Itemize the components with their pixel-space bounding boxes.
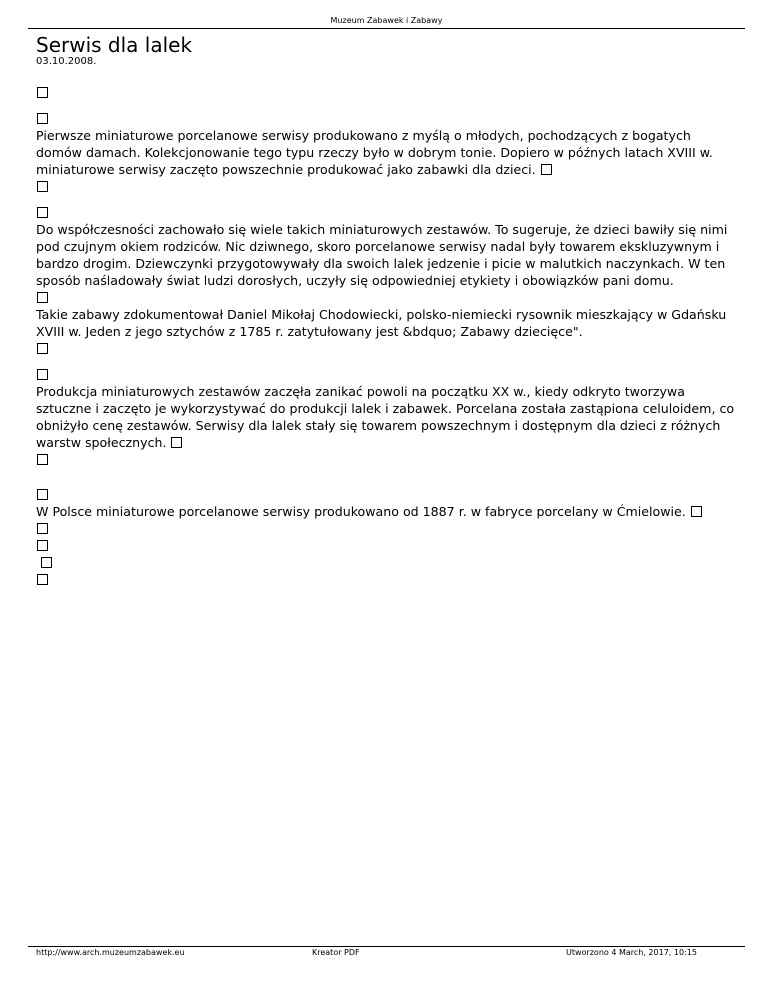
missing-glyph-icon	[37, 369, 48, 380]
article-date: 03.10.2008.	[36, 56, 97, 67]
footer-generator: Kreator PDF	[312, 948, 360, 957]
missing-glyph-icon	[37, 574, 48, 585]
footer-created: Utworzono 4 March, 2017, 10:15	[566, 948, 697, 957]
paragraph-4: Produkcja miniaturowych zestawów zaczęła zanikać powoli na początku XX w., kiedy odkryto tworzywa sztuczne i zaczęto je wykorzystywać do produkcji lalek i zabawek. Porcelana została zastąpiona celuloidem, co obniżyło cenę zestawów. Serwisy dla lalek stały się towarem powszechnym i dostępnym dla dzieci z różnych warstw społecznych.	[36, 384, 735, 450]
paragraph-2: Do współczesności zachowało się wiele takich miniaturowych zestawów. To sugeruje, że dzieci bawiły się nimi pod czujnym okiem rodziców. Nic dziwnego, skoro porcelanowe serwisy nadal były towarem ekskluzywnym i bardzo drogim. Dziewczynki przygotowywały dla swoich lalek jedzenie i picie w malutkich naczynkach. W ten sposób naśladowały świat ludzi dorosłych, uczyły się odpowiedniej etykiety i obowiązków pani domu.	[36, 222, 728, 288]
missing-glyph-icon	[541, 164, 552, 175]
page-header: Muzeum Zabawek i Zabawy	[330, 16, 443, 25]
missing-glyph-icon	[691, 506, 702, 517]
paragraph-5: W Polsce miniaturowe porcelanowe serwisy produkowano od 1887 r. w fabryce porcelany w Ćmielowie.	[36, 504, 690, 519]
paragraph-1: Pierwsze miniaturowe porcelanowe serwisy produkowano z myślą o młodych, pochodzących z bogatych domów damach. Kolekcjonowanie tego typu rzeczy było w dobrym tonie. Dopiero w późnych latach XVIII w. miniaturowe serwisy zaczęto powszechnie produkować jako zabawki dla dzieci.	[36, 128, 713, 177]
missing-glyph-icon	[171, 437, 182, 448]
header-divider	[28, 28, 745, 29]
missing-glyph-icon	[41, 557, 52, 568]
missing-glyph-icon	[37, 181, 48, 192]
missing-glyph-icon	[37, 292, 48, 303]
article	[36, 34, 736, 588]
missing-glyph-icon	[37, 540, 48, 551]
footer-url: http://www.arch.muzeumzabawek.eu	[36, 948, 185, 957]
missing-glyph-icon	[37, 207, 48, 218]
missing-glyph-icon	[37, 343, 48, 354]
missing-glyph-icon	[37, 489, 48, 500]
missing-glyph-icon	[37, 523, 48, 534]
paragraph-3: Takie zabawy zdokumentował Daniel Mikołaj Chodowiecki, polsko-niemiecki rysownik mieszkający w Gdańsku XVIII w. Jeden z jego sztychów z 1785 r. zatytułowany jest &bdquo; Zabawy dziecięce".	[36, 307, 727, 339]
missing-glyph-icon	[37, 113, 48, 124]
footer-divider	[28, 946, 745, 947]
missing-glyph-icon	[37, 87, 48, 98]
article-title: Serwis dla lalek	[36, 33, 193, 57]
missing-glyph-icon	[37, 454, 48, 465]
